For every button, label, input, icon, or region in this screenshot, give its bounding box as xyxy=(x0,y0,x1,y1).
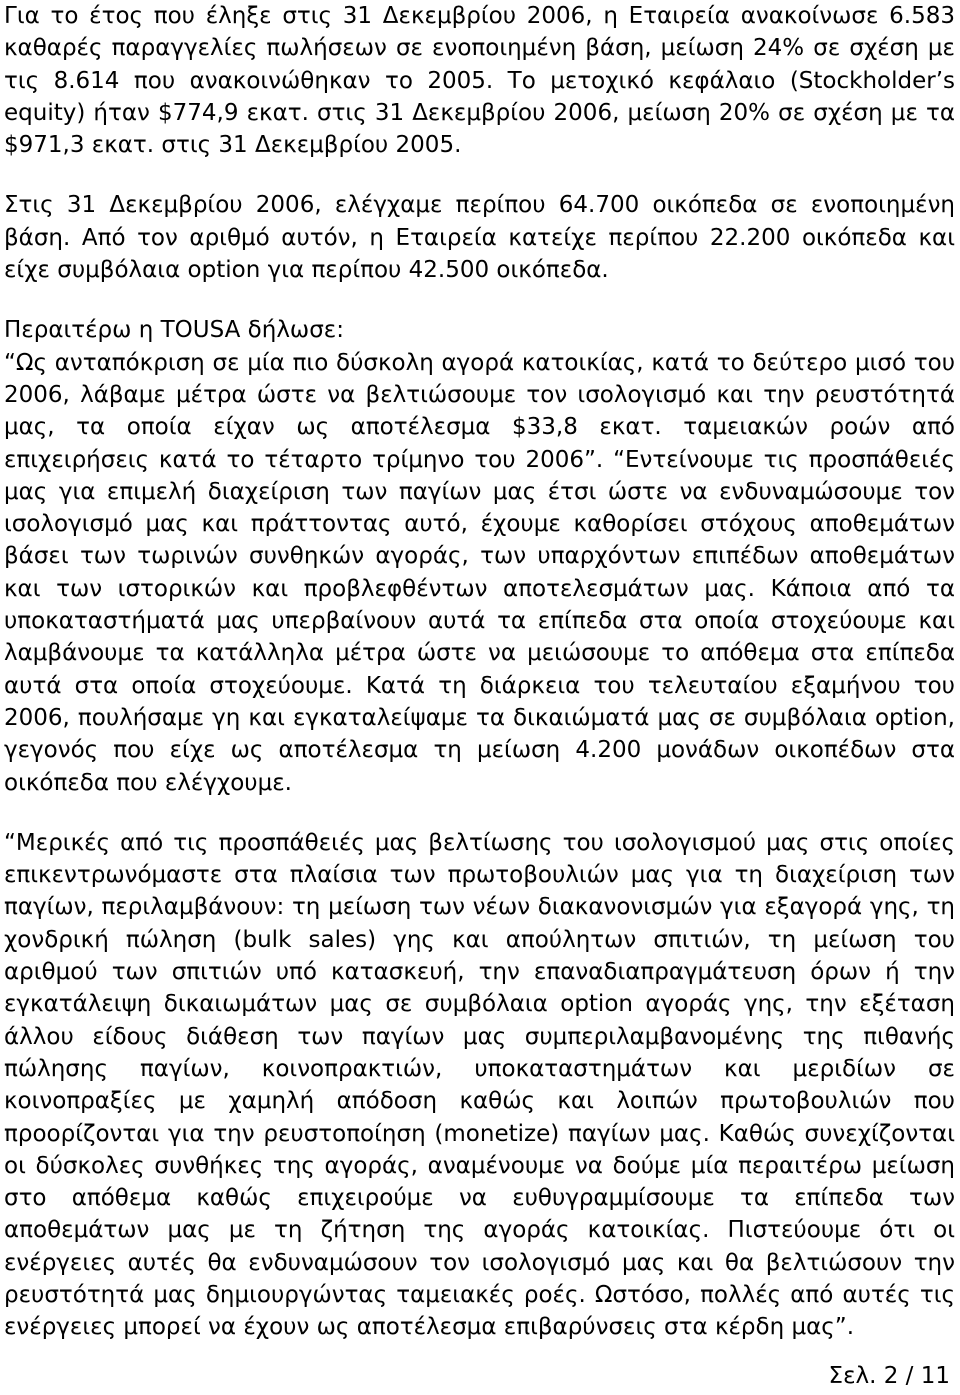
paragraph-tousa-statement-intro: Περαιτέρω η TOUSA δήλωσε: xyxy=(4,317,344,344)
paragraph-orders-equity: Για το έτος που έληξε στις 31 Δεκεμβρίου 2006, η Εταιρεία ανακοίνωσε 6.583 καθαρές παραγγελίες πωλήσεων σε ενοποιημένη βάση, μείωση 24% σε σχέση με τις 8.614 που ανακοινώθηκαν το 2005. Το μετοχικό κεφάλαιο (Stockholder’s equity) ήταν $774,9 εκατ. στις 31 Δεκεμβρίου 2006, μείωση 20% σε σχέση με τα $971,3 εκατ. στις 31 Δεκεμβρίου 2005. xyxy=(4,3,955,159)
paragraph-quote-balance-sheet: “Μερικές από τις προσπάθειές μας βελτίωσης του ισολογισμού μας στις οποίες επικεντρωνόμαστε στα πλαίσια των πρωτοβουλιών μας για τη διαχείριση των παγίων, περιλαμβάνουν: τη μείωση των νέων διακανονισμών για εξαγορά γης, τη χονδρική πώληση (bulk sales) γης και απούλητων σπιτιών, τη μείωση του αριθμού των σπιτιών υπό κατασκευή, την επαναδιαπραγμάτευση όρων ή την εγκατάλειψη δικαιωμάτων μας σε συμβόλαια option αγοράς γης, την εξέταση άλλου είδους διάθεση των παγίων μας συμπεριλαμβανομένης της πιθανής πώλησης παγίων, κοινοπρακτιών, υποκαταστημάτων και μεριδίων σε κοινοπραξίες με χαμηλή απόδοση καθώς και λοιπών πρωτοβουλιών που προορίζονται για την ρευστοποίηση (monetize) παγίων μας. Καθώς συνεχίζονται οι δύσκολες συνθήκες της αγοράς, αναμένουμε να δούμε μία περαιτέρω μείωση στο απόθεμα καθώς επιχειρούμε να ευθυγραμμίσουμε τα επίπεδα των αποθεμάτων μας με τη ζήτηση της αγοράς κατοικίας. Πιστεύουμε ότι οι ενέργειες αυτές θα ενδυναμώσουν τον ισολογισμό μας και θα βελτιώσουν την ρευστότητά μας δημιουργώντας ταμειακές ροές. Ωστόσο, πολλές από αυτές τις ενέργειες μπορεί να έχουν ως αποτέλεσμα επιβαρύνσεις στα κέρδη μας”. xyxy=(4,829,955,1341)
paragraph-quote-asset-management: “Ως ανταπόκριση σε μία πιο δύσκολη αγορά κατοικίας, κατά το δεύτερο μισό του 2006, λάβαμε μέτρα ώστε να βελτιώσουμε τον ισολογισμό και την ρευστότητά μας, τα οποία είχαν ως αποτέλεσμα $33,8 εκατ. ταμειακών ροών από επιχειρήσεις κατά το τέταρτο τρίμηνο του 2006”. “Εντείνουμε τις προσπάθειές μας για επιμελή διαχείριση των παγίων μας έτσι ώστε να ενδυναμώσουμε τον ισολογισμό μας και πράττοντας αυτό, έχουμε καθορίσει στόχους αποθεμάτων βάσει των τωρινών συνθηκών αγοράς, των υπαρχόντων επιπέδων αποθεμάτων και των ιστορικών και προβλεφθέντων αποτελεσμάτων μας. Κάποια από τα υποκαταστήματά μας υπερβαίνουν αυτά τα επίπεδα στα οποία στοχεύουμε και λαμβάνουμε τα κατάλληλα μέτρα ώστε να μειώσουμε το απόθεμα στα επίπεδα αυτά στα οποία στοχεύουμε. Κατά τη διάρκεια του τελευταίου εξαμήνου του 2006, πουλήσαμε γη και εγκαταλείψαμε τα δικαιώματά μας σε συμβόλαια option, γεγονός που είχε ως αποτέλεσμα τη μείωση 4.200 μονάδων οικοπέδων στα οικόπεδα που ελέγχουμε. xyxy=(4,349,955,796)
paragraph-lots-controlled: Στις 31 Δεκεμβρίου 2006, ελέγχαμε περίπου 64.700 οικόπεδα σε ενοποιημένη βάση. Από τον αριθμό αυτόν, η Εταιρεία κατείχε περίπου 22.200 οικόπεδα και είχε συμβόλαια option για περίπου 42.500 οικόπεδα. xyxy=(4,192,955,284)
page-number: Σελ. 2 / 11 xyxy=(828,1363,950,1389)
document-page xyxy=(4,0,955,1344)
